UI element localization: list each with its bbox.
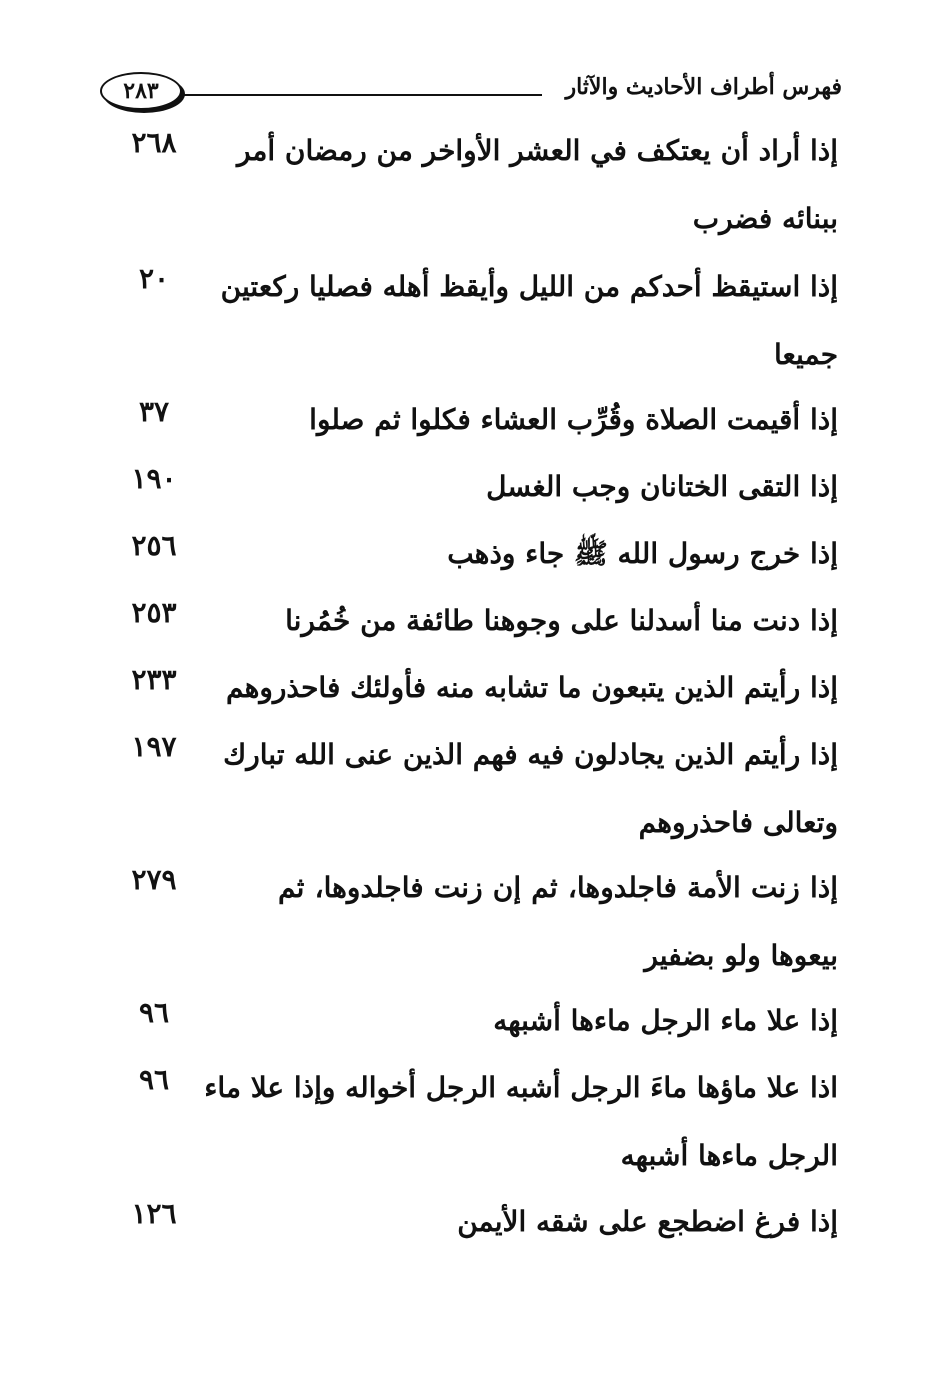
entry-text <box>278 1197 838 1265</box>
entry-page-number: ٢٣٣ <box>131 663 177 696</box>
entry-page-number: ١٢٦ <box>131 1197 177 1230</box>
entry-page-number: ٢٦٨ <box>131 126 177 159</box>
entry-text <box>225 663 838 731</box>
entry-line: وتعالى فاحذروهم <box>638 806 838 839</box>
entry-line: بيعوها ولو بضفير <box>644 939 838 972</box>
entry-line: إذا رأيتم الذين يتبعون ما تشابه منه فأولئك فاحذروهم <box>225 671 838 704</box>
entry-line: إذا التقى الختانان وجب الغسل <box>486 470 838 503</box>
entry-text <box>278 395 838 463</box>
entry-line: إذا أقيمت الصلاة وقُرِّب العشاء فكلوا ثم صلوا <box>309 403 838 436</box>
entry-line: إذا رأيتم الذين يجادلون فيه فهم الذين عنى الله تبارك <box>223 738 838 771</box>
entry-text <box>278 529 838 597</box>
entry-line: اذا علا ماؤها ماءَ الرجل أشبه الرجل أخواله وإذا علا ماء <box>204 1071 838 1104</box>
entry-line: إذا زنت الأمة فاجلدوها، ثم إن زنت فاجلدوها، ثم <box>278 871 838 904</box>
entry-page-number: ٩٦ <box>138 1063 170 1096</box>
header-title: فهرس أطراف الأحاديث والآثار <box>565 74 842 100</box>
entry-text <box>278 596 838 664</box>
entry-page-number: ٢٠ <box>138 262 170 295</box>
entry-line: ببنائه فضرب <box>692 202 838 235</box>
entry-page-number: ٢٥٦ <box>131 529 177 562</box>
entry-line: إذا أراد أن يعتكف في العشر الأواخر من رمضان أمر <box>236 134 838 167</box>
entry-text <box>278 462 838 530</box>
header-rule <box>180 94 542 96</box>
page-header <box>100 62 842 114</box>
entry-line: إذا خرج رسول الله ﷺ جاء وذهب <box>447 537 838 570</box>
entry-text <box>220 262 838 398</box>
entry-line: إذا فرغ اضطجع على شقه الأيمن <box>457 1205 838 1238</box>
entry-line: الرجل ماءها أشبهه <box>620 1139 838 1172</box>
entry-line: إذا دنت منا أسدلنا على وجوهنا طائفة من خُمُرنا <box>285 604 838 637</box>
entry-page-number: ١٩٠ <box>131 462 177 495</box>
entry-page-number: ٢٧٩ <box>131 863 177 896</box>
entry-line: إذا استيقظ أحدكم من الليل وأيقظ أهله فصليا ركعتين <box>220 270 838 303</box>
entry-text <box>278 996 838 1064</box>
entry-line: جميعا <box>774 338 838 371</box>
entry-text <box>236 126 838 262</box>
entry-page-number: ١٩٧ <box>131 730 177 763</box>
entry-line: إذا علا ماء الرجل ماءها أشبهه <box>493 1004 838 1037</box>
page-number-badge: ٢٨٣ <box>100 72 182 110</box>
entry-page-number: ٣٧ <box>138 395 170 428</box>
entry-text <box>278 863 838 999</box>
entry-page-number: ٩٦ <box>138 996 170 1029</box>
entry-text <box>223 730 838 866</box>
entry-text <box>204 1063 838 1199</box>
entry-page-number: ٢٥٣ <box>131 596 177 629</box>
